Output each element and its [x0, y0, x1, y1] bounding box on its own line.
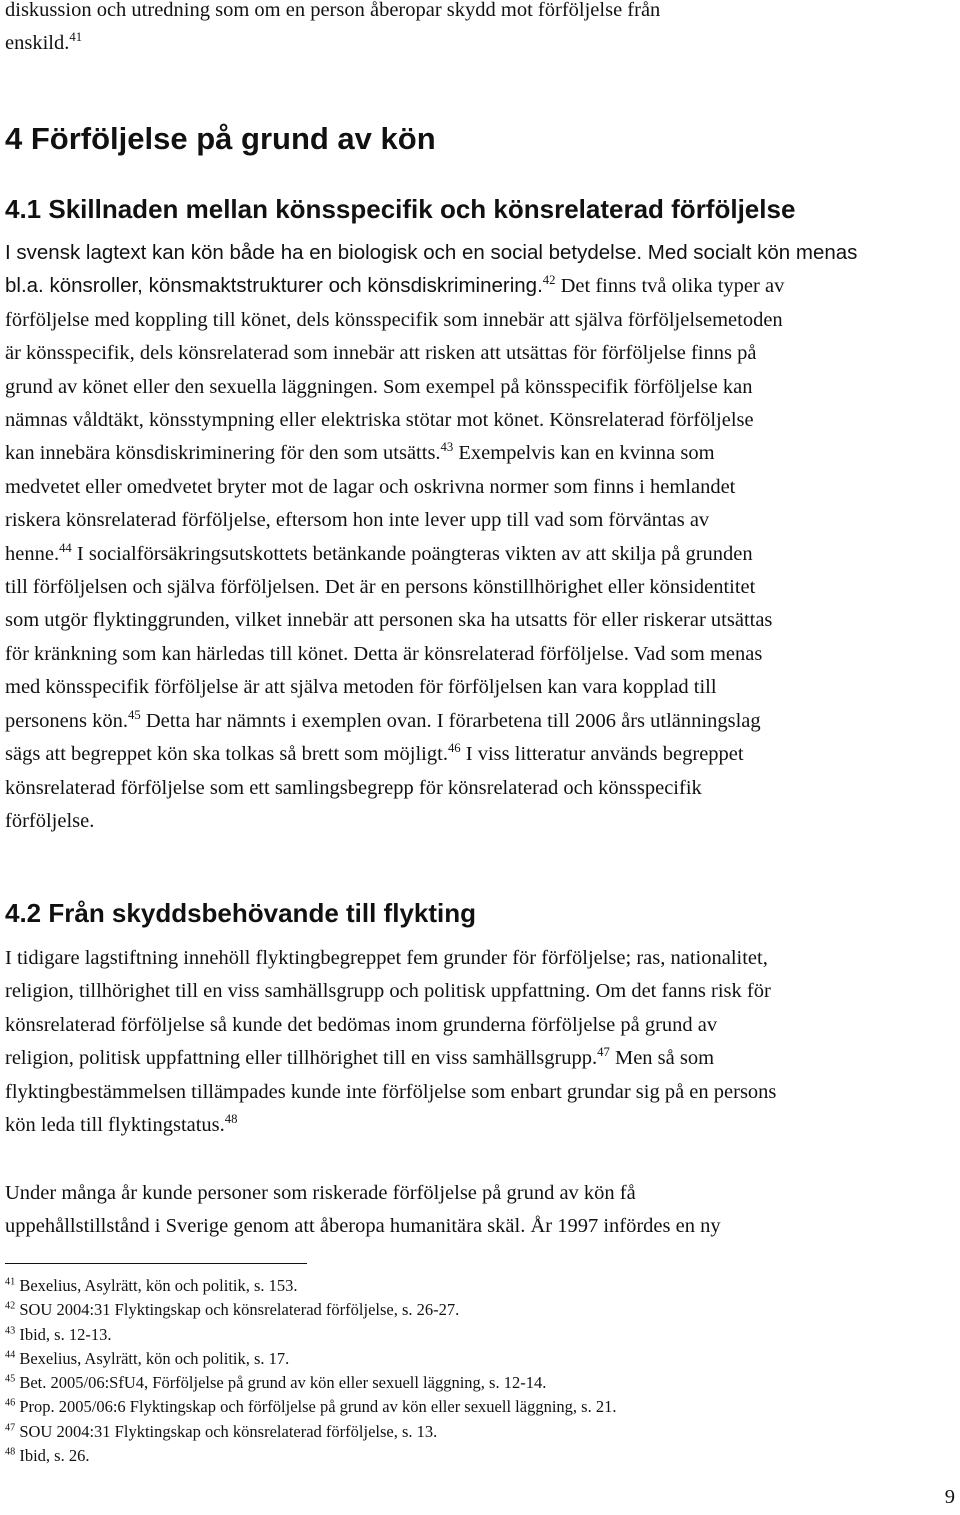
text-line: är könsspecifik, dels könsrelaterad som innebär att risken att utsättas för förföljelse finns på — [5, 342, 757, 365]
footnote-item: $^{45}$ Bet. 2005/06:SfU4, Förföljelse på grund av kön eller sexuell läggning, s. 12-14. — [5, 1373, 547, 1393]
text-line: Under många år kunde personer som riskerade förföljelse på grund av kön få — [5, 1182, 636, 1204]
footnote-item: $^{41}$ Bexelius, Asylrätt, kön och politik, s. 153. — [5, 1276, 298, 1295]
section-heading-4-2: 4.2 Från skyddsbehövande till flykting — [5, 898, 477, 928]
section-4-2-paragraph-2 — [5, 1177, 955, 1244]
text-line: könsrelaterad förföljelse som ett samlingsbegrepp för könsrelaterad och könsspecifik — [5, 776, 702, 799]
text-line: religion, politisk uppfattning eller tillhörighet till en viss samhällsgrupp.$^{47}$ Men så som — [5, 1045, 715, 1070]
text-line: religion, tillhörighet till en viss samhällsgrupp och politisk uppfattning. Om det fanns risk för — [5, 980, 771, 1003]
page-number: 9 — [944, 1486, 955, 1508]
footnote-number: 41 — [5, 1276, 16, 1288]
text-line: riskera könsrelaterad förföljelse, eftersom hon inte lever upp till vad som förväntas av — [5, 509, 710, 532]
text-line: personens kön.$^{45}$ Detta har nämnts i exemplen ovan. I förarbetena till 2006 års utlänningslag — [5, 707, 761, 732]
text-line: förföljelse med koppling till könet, dels könsspecifik som innebär att själva förföljelsemetoden — [5, 308, 783, 331]
section-4-2-paragraph-1 — [5, 942, 955, 1142]
footnote-divider — [5, 1263, 307, 1264]
text-line: grund av könet eller den sexuella läggningen. Som exempel på könsspecifik förföljelse kan — [5, 375, 753, 398]
footnote-number: 48 — [5, 1446, 16, 1458]
text-line: med könsspecifik förföljelse är att själva metoden för förföljelsen kan vara kopplad till — [5, 676, 717, 699]
text-line: I tidigare lagstiftning innehöll flyktingbegreppet fem grunder för förföljelse; ras, nationalitet, — [5, 947, 768, 969]
footnote-item: $^{46}$ Prop. 2005/06:6 Flyktingskap och förföljelse på grund av kön eller sexuell läggning, s. 21. — [5, 1397, 617, 1417]
text-line: som utgör flyktinggrunden, vilket innebär att personen ska ha utsatts för eller riskerar utsättas — [5, 609, 773, 632]
footnote-item: $^{44}$ Bexelius, Asylrätt, kön och politik, s. 17. — [5, 1348, 290, 1368]
footnote-ref[interactable]: 44 — [59, 540, 72, 555]
footnote-number: 47 — [5, 1422, 16, 1434]
text-line: henne.$^{44}$ I socialförsäkringsutskottets betänkande poängteras vikten av att skilja på grunden — [5, 540, 753, 565]
footnote-ref[interactable]: 41 — [69, 30, 83, 45]
text-line: sägs att begreppet kön ska tolkas så brett som möjligt.$^{46}$ I viss litteratur används begreppet — [5, 741, 744, 766]
footnote-item: $^{48}$ Ibid, s. 26. — [5, 1446, 90, 1466]
section-4-1-paragraph — [5, 236, 955, 838]
footnote-ref[interactable]: 48 — [224, 1112, 238, 1127]
footnotes — [5, 1274, 955, 1468]
footnote-number: 44 — [5, 1349, 16, 1361]
text-line: könsrelaterad förföljelse så kunde det bedömas inom grunderna förföljelse på grund av — [5, 1013, 718, 1036]
text-line: enskild.$^{41}$ — [5, 30, 83, 55]
text-line: medvetet eller omedvetet bryter mot de lagar och oskrivna normer som finns i hemlandet — [5, 475, 736, 498]
text-line: diskussion och utredning som om en person åberopar skydd mot förföljelse från — [5, 0, 661, 21]
footnote-item: $^{43}$ Ibid, s. 12-13. — [5, 1324, 112, 1344]
footnote-ref[interactable]: 45 — [127, 707, 141, 722]
footnote-ref[interactable]: 47 — [597, 1045, 610, 1060]
footnote-number: 45 — [5, 1373, 16, 1385]
text-line: uppehållstillstånd i Sverige genom att åberopa humanitära skäl. År 1997 infördes en ny — [5, 1215, 721, 1238]
text-line: till förföljelsen och själva förföljelsen. Det är en persons könstillhörighet eller könsidentitet — [5, 576, 756, 599]
section-heading-4-1: 4.1 Skillnaden mellan könsspecifik och könsrelaterad förföljelse — [5, 194, 796, 224]
footnote-ref[interactable]: 43 — [440, 440, 454, 455]
chapter-heading: 4 Förföljelse på grund av kön — [5, 121, 436, 156]
footnote-number: 42 — [5, 1300, 16, 1312]
top-paragraph — [5, 0, 955, 61]
footnote-item: $^{42}$ SOU 2004:31 Flyktingskap och könsrelaterad förföljelse, s. 26-27. — [5, 1300, 460, 1320]
text-line: bl.a. könsroller, könsmaktstrukturer och könsdiskriminering.$^{42}$ Det finns två olika typer av — [5, 273, 785, 298]
footnote-number: 43 — [5, 1325, 16, 1337]
text-line: kan innebära könsdiskriminering för den som utsätts.$^{43}$ Exempelvis kan en kvinna som — [5, 440, 715, 465]
text-line: flyktingbestämmelsen tillämpades kunde inte förföljelse som enbart grundar sig på en persons — [5, 1080, 777, 1103]
footnote-item: $^{47}$ SOU 2004:31 Flyktingskap och könsrelaterad förföljelse, s. 13. — [5, 1421, 438, 1441]
text-line: nämnas våldtäkt, könsstympning eller elektriska stötar mot könet. Könsrelaterad förföljelse — [5, 409, 754, 432]
text-line: I svensk lagtext kan kön både ha en biologisk och en social betydelse. Med socialt kön menas — [5, 241, 858, 264]
footnote-ref[interactable]: 46 — [447, 741, 461, 756]
text-line: förföljelse. — [5, 809, 95, 832]
text-line: kön leda till flyktingstatus.$^{48}$ — [5, 1112, 238, 1137]
text-line: för kränkning som kan härledas till könet. Detta är könsrelaterad förföljelse. Vad som menas — [5, 642, 763, 665]
footnote-number: 46 — [5, 1397, 16, 1409]
footnote-ref[interactable]: 42 — [542, 273, 556, 288]
